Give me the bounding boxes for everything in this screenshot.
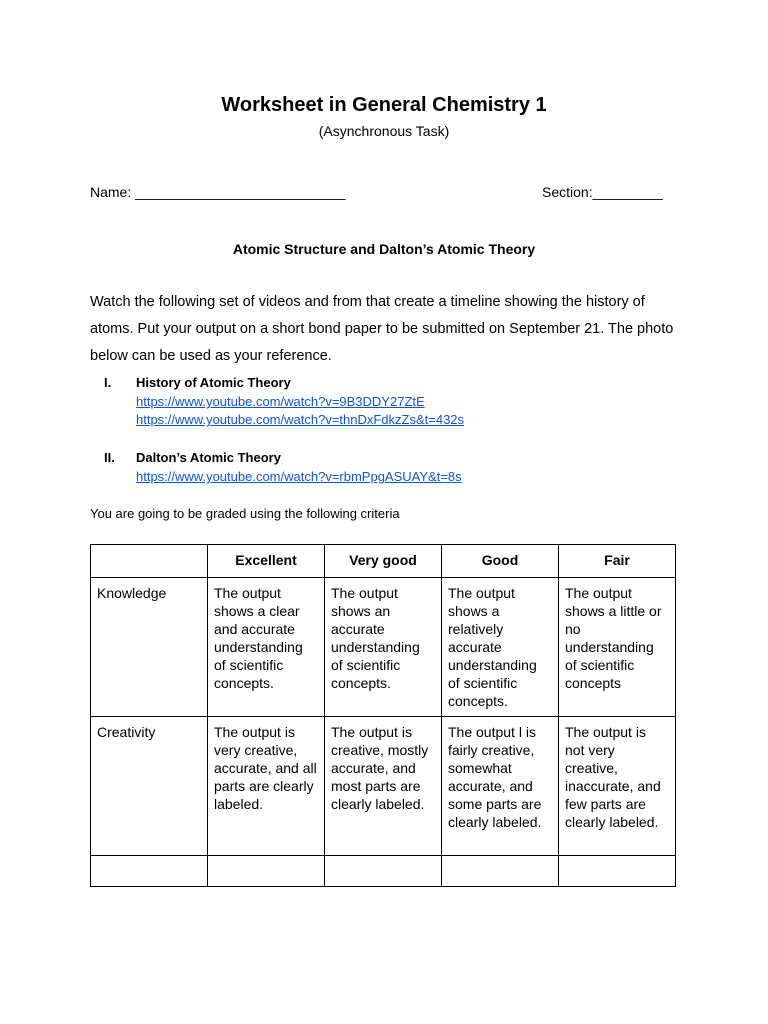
page-title: Worksheet in General Chemistry 1 (221, 94, 547, 116)
video-link[interactable]: https://www.youtube.com/watch?v=9B3DDY27ZtE (136, 394, 425, 409)
rubric-cell: The output shows a little or no understanding of scientific concepts (559, 578, 676, 717)
rubric-header-cell: Excellent (208, 545, 325, 578)
rubric-header-cell (91, 545, 208, 578)
table-row (91, 856, 676, 887)
criterion-cell: Knowledge (91, 578, 208, 717)
rubric-header-cell: Good (442, 545, 559, 578)
topic-label: History of Atomic Theory (136, 375, 291, 390)
rubric-cell: The output shows an accurate understanding of scientific concepts. (325, 578, 442, 717)
rubric-cell: The output shows a clear and accurate understanding of scientific concepts. (208, 578, 325, 717)
video-link[interactable]: https://www.youtube.com/watch?v=thnDxFdkzZs&t=432s (136, 412, 465, 427)
table-row (91, 717, 676, 856)
topic-heading: Atomic Structure and Dalton’s Atomic Theory (232, 241, 536, 257)
rubric-cell (325, 856, 442, 887)
rubric-cell: The output is not very creative, inaccurate, and few parts are clearly labeled. (559, 717, 676, 856)
rubric-header-row (91, 545, 676, 578)
rubric-cell: The output is creative, mostly accurate, and most parts are clearly labeled. (325, 717, 442, 856)
rubric-cell (208, 856, 325, 887)
page-subtitle: (Asynchronous Task) (318, 123, 450, 139)
video-link[interactable]: https://www.youtube.com/watch?v=rbmPpgASUAY&t=8s (136, 469, 462, 484)
rubric-cell: The output shows a relatively accurate understanding of scientific concepts. (442, 578, 559, 717)
grading-rubric-table (90, 544, 676, 887)
rubric-header-cell: Very good (325, 545, 442, 578)
rubric-cell (559, 856, 676, 887)
topic-number: I. (104, 375, 112, 390)
criteria-note: You are going to be graded using the following criteria (90, 506, 400, 521)
table-row (91, 578, 676, 717)
topic-number: II. (104, 450, 115, 465)
instructions-paragraph: Watch the following set of videos and from that create a timeline showing the history of atoms. Put your output on a short bond paper to be submitted on September 21. The photo below can be used as your reference. (90, 294, 674, 364)
rubric-cell: The output is very creative, accurate, and all parts are clearly labeled. (208, 717, 325, 856)
criterion-cell (91, 856, 208, 887)
rubric-header-cell: Fair (559, 545, 676, 578)
rubric-cell (442, 856, 559, 887)
name-field: Name: ___________________________ (90, 184, 346, 200)
criterion-cell: Creativity (91, 717, 208, 856)
section-field: Section:_________ (542, 184, 663, 200)
rubric-cell: The output l is fairly creative, somewhat accurate, and some parts are clearly labeled. (442, 717, 559, 856)
topic-label: Dalton’s Atomic Theory (136, 450, 281, 465)
